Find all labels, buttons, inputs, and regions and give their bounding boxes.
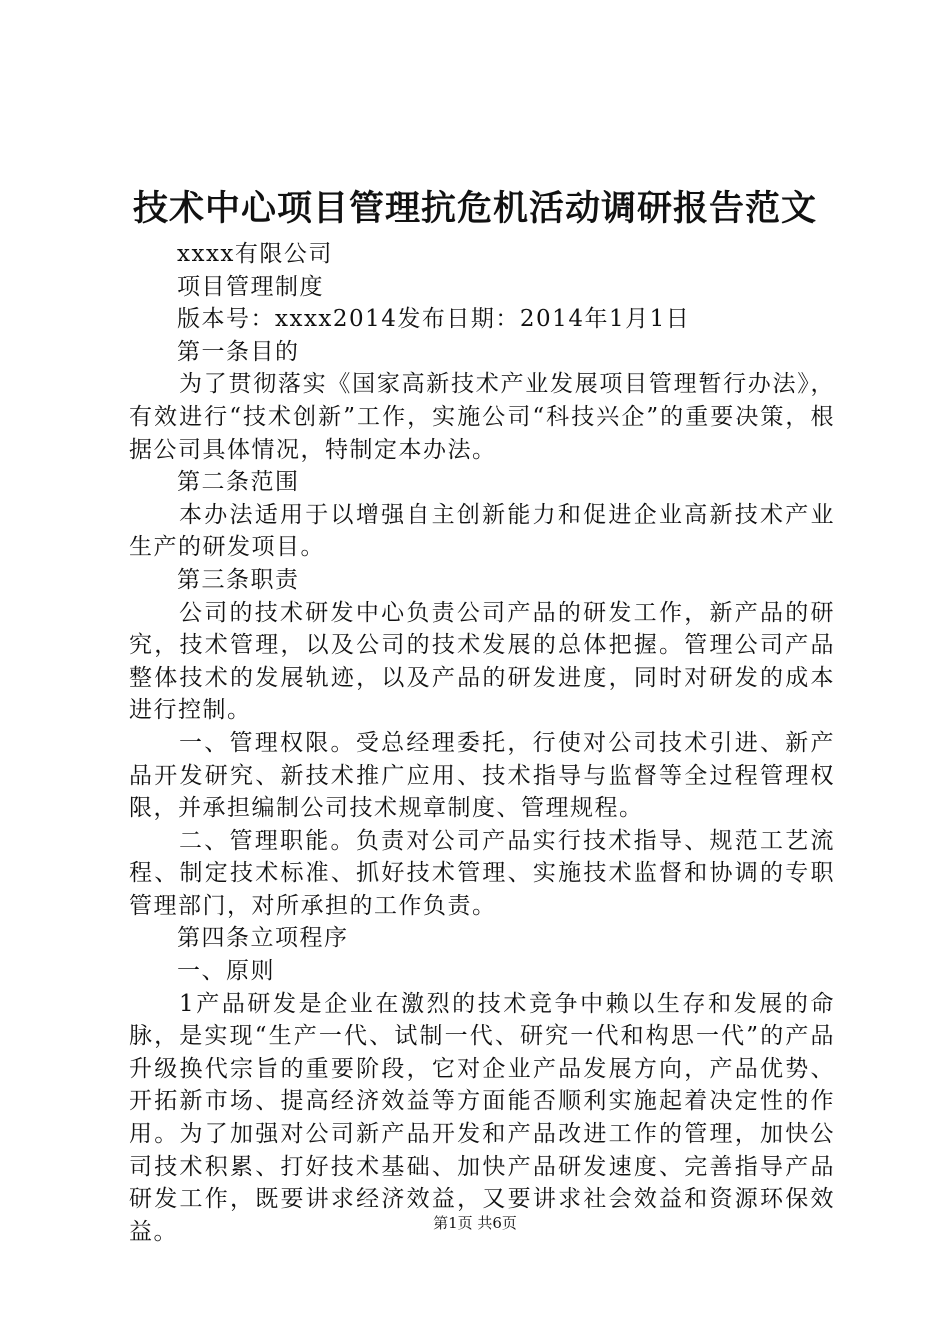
paragraph: 本办法适用于以增强自主创新能力和促进企业高新技术产业生产的研发项目。 xyxy=(129,501,835,561)
subsection-heading: 一、原则 xyxy=(177,958,275,985)
section-heading: 第四条立项程序 xyxy=(177,925,349,952)
section-heading: 第二条范围 xyxy=(177,469,300,496)
section-heading: 第一条目的 xyxy=(177,338,300,365)
page-footer: 第1页 共6页 xyxy=(433,1214,517,1232)
paragraph: 为了贯彻落实《国家高新技术产业发展项目管理暂行办法》，有效进行“技术创新”工作，实施公司“科技兴企”的重要决策，根据公司具体情况，特制定本办法。 xyxy=(129,371,835,463)
company-name: xxxx有限公司 xyxy=(177,241,333,267)
paragraph: 公司的技术研发中心负责公司产品的研发工作，新产品的研究，技术管理，以及公司的技术发展的总体把握。管理公司产品整体技术的发展轨迹，以及产品的研发进度，同时对研发的成本进行控制。 xyxy=(129,599,835,724)
section-heading: 第三条职责 xyxy=(177,566,300,593)
version-info: 版本号：xxxx2014发布日期：2014年1月1日 xyxy=(177,306,691,333)
document-body xyxy=(129,238,835,1248)
doc-subtitle: 项目管理制度 xyxy=(177,273,324,300)
paragraph: 1产品研发是企业在激烈的技术竞争中赖以生存和发展的命脉，是实现“生产一代、试制一代、研究一代和构思一代”的产品升级换代宗旨的重要阶段，它对企业产品发展方向，产品优势、开拓新市场、提高经济效益等方面能否顺利实施起着决定性的作用。为了加强对公司新产品开发和产品改进工作的管理，加快公司技术积累、打好技术基础、加快产品研发速度、完善指导产品研发工作，既要讲求经济效益，又要讲求社会效益和资源环保效益。 xyxy=(129,990,835,1245)
document-title: 技术中心项目管理抗危机活动调研报告范文 xyxy=(132,189,817,229)
paragraph: 二、管理职能。负责对公司产品实行技术指导、规范工艺流程、制定技术标准、抓好技术管理、实施技术监督和协调的专职管理部门，对所承担的工作负责。 xyxy=(129,827,835,919)
paragraph: 一、管理权限。受总经理委托，行使对公司技术引进、新产品开发研究、新技术推广应用、技术指导与监督等全过程管理权限，并承担编制公司技术规章制度、管理规程。 xyxy=(129,729,835,822)
